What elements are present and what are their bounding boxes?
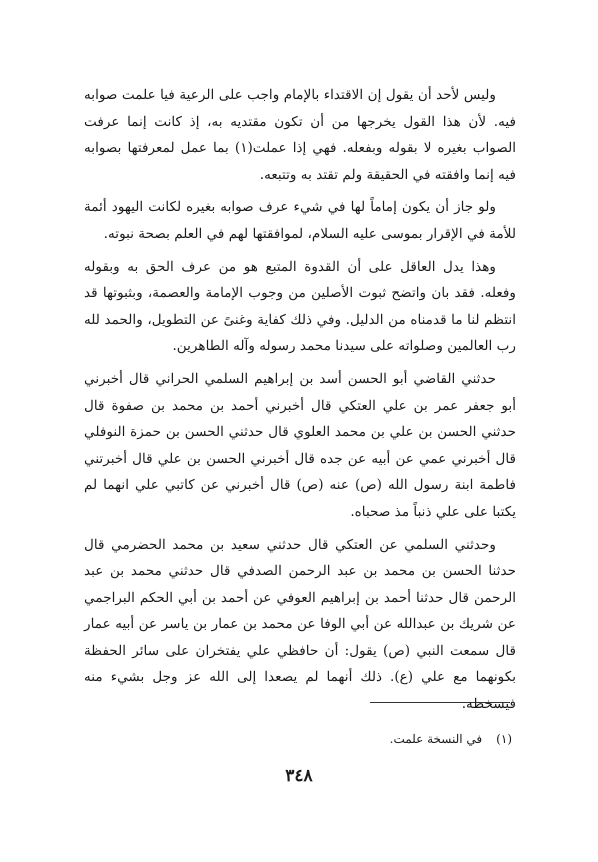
main-text: [84, 82, 516, 718]
footnote-marker: (١): [496, 732, 512, 746]
footnote-divider: [370, 702, 510, 703]
page-number: ٣٤٨: [285, 766, 313, 786]
footnote: [390, 730, 512, 748]
footnote-text: في النسخة علمت.: [389, 732, 483, 746]
paragraph: وحدثني السلمي عن العتكي قال حدثني سعيد بن محمد الحضرمي قال حدثنا الحسن بن محمد بن عبد الرحمن الصدفي قال حدثني محمد بن عبد الرحمن قال حدثنا أحمد بن إبراهيم العوفي عن أحمد بن أبي الحكم البراجمي عن شريك بن عبدالله عن أبي الوفا عن محمد بن عمار بن ياسر عن أبيه عمار قال سمعت النبي (ص) يقول: أن حافظي علي يفتخران على سائر الحفظة بكونهما مع علي (ع). ذلك أنهما لم يصعدا إلى الله عز وجل بشيء منه فيسخطه.: [84, 536, 516, 713]
paragraph: وليس لأحد أن يقول إن الاقتداء بالإمام واجب على الرعية فيا علمت صوابه فيه. لأن هذا القول يخرجها من أن تكون مقتديه به، إذ كانت إنما عرفت الصواب بغيره لا بقوله وبفعله. فهي إذا عملت(١) بما عمل لمعرفتها بصوابه فيه إنما وافقته في الحقيقة ولم تقتد به وتتبعه.: [84, 87, 516, 183]
paragraph: ولو جاز أن يكون إماماً لها في شيء عرف صوابه بغيره لكانت اليهود أئمة للأمة في الإقرار بموسى عليه السلام، لموافقتها لهم في العلم بصحة نبوته.: [84, 199, 516, 242]
paragraph: وهذا يدل العاقل على أن القدوة المتبع هو من عرف الحق به وبقوله وفعله. فقد بان واتضح ثبوت الأصلين من وجوب الإمامة والعصمة، وبثبوتها قد انتظم لنا ما قدمناه من الدليل. وفي ذلك كفاية وغنىً عن التطويل، والحمد لله رب العالمين وصلواته على سيدنا محمد رسوله وآله الطاهرين.: [84, 258, 516, 355]
paragraph: حدثني القاضي أبو الحسن أسد بن إبراهيم السلمي الحراني قال أخبرني أبو جعفر عمر بن علي العتكي قال أخبرني أحمد بن محمد بن صفوة قال حدثني الحسن بن علي بن محمد العلوي قال حدثني الحسن بن حمزة النوفلي قال أخبرني عمي عن أبيه عن جده قال أخبرني الحسن بن علي قال أخبرتني فاطمة ابنة رسول الله (ص) عنه (ص) قال أخبرني عن كاتبي علي انهما لم يكتبا على علي ذنباً مذ صحباه.: [84, 370, 516, 520]
